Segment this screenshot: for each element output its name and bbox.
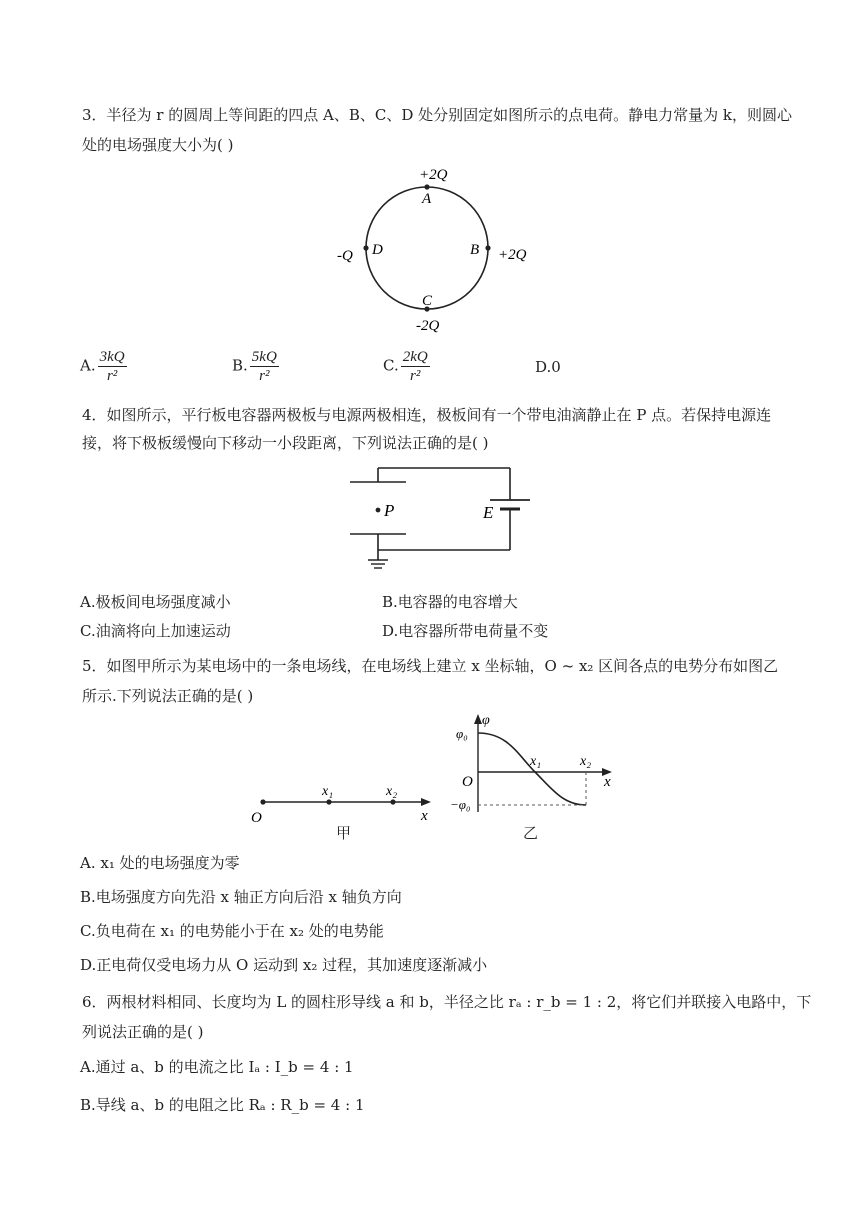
- q6-stem-line2: 列说法正确的是( ): [82, 1023, 204, 1041]
- q5a-origin: O: [251, 810, 262, 826]
- q3-option-b[interactable]: B. $\frac{5kQ}{\text{r²}}$: [232, 349, 277, 384]
- q5a-caption: 甲: [336, 824, 352, 842]
- q3-option-c[interactable]: C. $\frac{2kQ}{\text{r²}}$: [383, 349, 428, 384]
- q5b-caption: 乙: [523, 824, 539, 842]
- q3-stem-line2: 处的电场强度大小为( ): [82, 136, 234, 154]
- q4-stem-line1: 4．如图所示，平行板电容器两极板与电源两极相连，极板间有一个带电油滴静止在 P 点。若保持电源连: [82, 406, 772, 424]
- q4-capacitor-circuit: [340, 460, 540, 578]
- q5a-axis: x: [421, 808, 428, 824]
- q5b-y-bottom: −φ₀: [450, 797, 471, 812]
- q5b-y-axis: φ: [482, 713, 490, 728]
- q5-option-a[interactable]: A. x₁ 处的电场强度为零: [80, 854, 240, 872]
- q5-option-b[interactable]: B.电场强度方向先沿 x 轴正方向后沿 x 轴负方向: [80, 888, 402, 906]
- q5b-axis: x: [604, 774, 611, 790]
- q3-right-charge: +2Q: [498, 247, 527, 263]
- q5-stem-line2: 所示.下列说法正确的是( ): [82, 687, 254, 705]
- q3-point-c: C: [422, 293, 433, 309]
- q5a-x2: x₂: [386, 784, 398, 799]
- q4-option-b[interactable]: B.电容器的电容增大: [382, 593, 518, 611]
- q3-point-b: B: [470, 242, 480, 258]
- q3-stem-line1: 3．半径为 r 的圆周上等间距的四点 A、B、C、D 处分别固定如图所示的点电荷。静电力常量为 k，则圆心: [82, 106, 793, 124]
- q3-top-charge: +2Q: [419, 167, 448, 183]
- q5a-x1: x₁: [322, 784, 334, 799]
- q5b-y-top: φ₀: [456, 726, 468, 741]
- q6-option-b[interactable]: B.导线 a、b 的电阻之比 Rₐ : R_b = 4 : 1: [80, 1096, 365, 1114]
- q5b-x2: x₂: [580, 754, 592, 769]
- q5-option-d[interactable]: D.正电荷仅受电场力从 O 运动到 x₂ 过程，其加速度逐渐减小: [80, 956, 488, 974]
- q4-source-e: E: [483, 503, 494, 522]
- q6-stem-line1: 6．两根材料相同、长度均为 L 的圆柱形导线 a 和 b，半径之比 rₐ : r_b = 1 : 2，将它们并联接入电路中，下: [82, 993, 812, 1011]
- q3-left-charge: -Q: [337, 248, 353, 264]
- q3-option-a[interactable]: A. $\frac{3kQ}{\text{r²}}$: [80, 349, 125, 384]
- q3-bottom-charge: -2Q: [416, 318, 440, 334]
- q3-option-d[interactable]: D.0: [535, 358, 561, 376]
- q5-option-c[interactable]: C.负电荷在 x₁ 的电势能小于在 x₂ 处的电势能: [80, 922, 384, 940]
- q4-point-p: P: [384, 501, 395, 520]
- q5-potential-graph: [448, 710, 618, 825]
- q3-circle-figure: [330, 160, 550, 340]
- q3-point-d: D: [372, 242, 383, 258]
- q4-stem-line2: 接，将下极板缓慢向下移动一小段距离，下列说法正确的是( ): [82, 434, 489, 452]
- q3-point-a: A: [422, 191, 432, 207]
- q5b-origin: O: [462, 774, 473, 790]
- q4-option-a[interactable]: A.极板间电场强度减小: [80, 593, 231, 611]
- q5b-x1: x₁: [530, 754, 542, 769]
- q6-option-a[interactable]: A.通过 a、b 的电流之比 Iₐ : I_b = 4 : 1: [80, 1058, 354, 1076]
- q4-option-c[interactable]: C.油滴将向上加速运动: [80, 622, 231, 640]
- q5-stem-line1: 5．如图甲所示为某电场中的一条电场线，在电场线上建立 x 坐标轴，O ~ x₂ 区间各点的电势分布如图乙: [82, 657, 779, 675]
- q4-option-d[interactable]: D.电容器所带电荷量不变: [382, 622, 549, 640]
